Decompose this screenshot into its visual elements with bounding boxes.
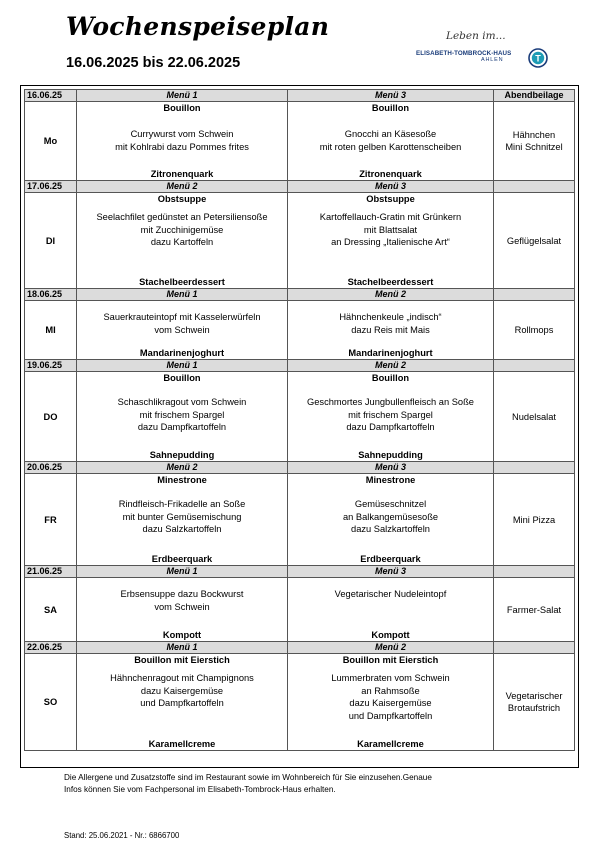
main-dish-line: Hähnchenragout mit Champignons [110, 673, 254, 683]
main-dish-line: an Dressing „Italienische Art“ [331, 237, 450, 247]
allergen-note-line: Die Allergene und Zusatzstoffe sind im Restaurant sowie im Wohnbereich für Sie einzusehen.Genaue [64, 773, 432, 782]
menu-label: Menü 2 [288, 360, 494, 372]
starter-dish: Bouillon mit Eierstich [134, 655, 230, 665]
weekday-label: SO [25, 654, 77, 751]
logo-name: ELISABETH-TOMBROCK-HAUS [416, 50, 512, 57]
allergen-note-line: Infos können Sie vom Fachpersonal im Elisabeth-Tombrock-Haus erhalten. [64, 784, 336, 794]
menu-label: Menü 3 [288, 90, 494, 102]
dessert-dish: Kompott [371, 630, 410, 640]
logo-tagline: Leben im... [446, 30, 506, 42]
evening-side [494, 578, 575, 642]
evening-side-line: Farmer-Salat [506, 604, 562, 615]
dessert-dish: Kompott [162, 630, 202, 640]
main-dish-line: Gemüseschnitzel [354, 499, 427, 509]
menu-label: Menü 1 [77, 642, 288, 654]
main-dish [288, 498, 493, 536]
dessert-dish: Mandarinenjoghurt [139, 348, 225, 358]
dessert-dish: Karamellcreme [357, 739, 424, 749]
starter-dish: Bouillon [163, 373, 201, 383]
menu-cell [77, 102, 288, 181]
dessert-dish: Mandarinenjoghurt [348, 348, 433, 358]
logo-emblem-icon [528, 48, 548, 68]
day-row [25, 372, 575, 462]
day-header-row [25, 289, 575, 301]
weekday-label: Mo [25, 102, 77, 181]
main-dish [288, 211, 493, 249]
menu-cell [77, 474, 288, 566]
evening-header-empty [494, 462, 575, 474]
dessert-dish: Erdbeerquark [151, 554, 213, 564]
menu-label: Menü 1 [77, 90, 288, 102]
weekday-label: SA [25, 578, 77, 642]
evening-header-empty [494, 360, 575, 372]
main-dish-line: dazu Salzkartoffeln [142, 524, 222, 534]
main-dish-line: an Balkangemüsesoße [342, 511, 439, 522]
day-header-row [25, 90, 575, 102]
dessert-dish: Sahnepudding [358, 450, 423, 460]
dessert-dish: Karamellcreme [148, 739, 216, 749]
menu-cell [77, 193, 288, 289]
date-cell: 22.06.25 [25, 642, 77, 654]
main-dish [77, 498, 287, 536]
main-dish [288, 128, 493, 153]
evening-side [494, 474, 575, 566]
main-dish-line: dazu Reis mit Mais [351, 324, 430, 335]
menu-label: Menü 1 [77, 289, 288, 301]
starter-dish: Minestrone [365, 475, 416, 485]
main-dish-line: dazu Dampfkartoffeln [346, 422, 435, 432]
menu-cell [288, 578, 494, 642]
menu-label: Menü 1 [77, 360, 288, 372]
main-dish-line: mit frischem Spargel [139, 409, 225, 420]
starter-dish: Obstsuppe [366, 194, 415, 204]
menu-cell [77, 301, 288, 360]
menu-cell [77, 654, 288, 751]
main-dish-line: mit Zucchinigemüse [140, 224, 224, 235]
main-dish-line: Geschmortes Jungbullenfleisch an Soße [307, 397, 474, 407]
evening-side [494, 372, 575, 462]
evening-side-line: Rollmops [514, 325, 554, 335]
menu-cell [288, 102, 494, 181]
menu-cell [77, 578, 288, 642]
menu-table [24, 89, 575, 751]
starter-dish: Bouillon mit Eierstich [342, 655, 439, 665]
evening-header-empty [494, 181, 575, 193]
dessert-dish: Zitronenquark [359, 169, 422, 179]
day-row [25, 301, 575, 360]
main-dish-line: Schaschlikragout vom Schwein [117, 397, 247, 407]
evening-header-empty [494, 642, 575, 654]
dessert-dish: Sahnepudding [149, 450, 215, 460]
logo-letter: T [535, 53, 541, 64]
date-range: 16.06.2025 bis 22.06.2025 [66, 55, 241, 71]
main-dish-line: Lummerbraten vom Schwein [331, 673, 450, 683]
main-dish-line: und Dampfkartoffeln [140, 698, 224, 708]
starter-dish: Bouillon [163, 103, 201, 113]
day-row [25, 578, 575, 642]
menu-cell [288, 474, 494, 566]
menu-label: Menü 2 [77, 462, 288, 474]
dessert-dish: Erdbeerquark [360, 554, 421, 564]
evening-side-line: Mini Pizza [512, 514, 556, 525]
main-dish [77, 211, 287, 249]
evening-side [494, 654, 575, 751]
main-dish [77, 311, 287, 336]
evening-side-line: Brotaufstrich [507, 703, 561, 713]
evening-side-line: Geflügelsalat [506, 235, 562, 246]
main-dish [77, 588, 287, 613]
menu-label: Menü 3 [288, 181, 494, 193]
menu-label: Menü 1 [77, 566, 288, 578]
weekday-label: MI [25, 301, 77, 360]
dessert-dish: Zitronenquark [150, 169, 214, 179]
main-dish-line: vom Schwein [154, 324, 210, 335]
main-dish-line: Seelachfilet gedünstet an Petersiliensoße [96, 212, 268, 222]
day-row [25, 193, 575, 289]
day-header-row [25, 566, 575, 578]
allergen-note [64, 772, 564, 796]
document-stand: Stand: 25.06.2021 - Nr.: 6866700 [64, 831, 180, 840]
main-dish-line: mit roten gelben Karottenscheiben [319, 141, 462, 152]
main-dish [77, 396, 287, 434]
menu-cell [288, 301, 494, 360]
date-cell: 21.06.25 [25, 566, 77, 578]
main-dish-line: dazu Kaisergemüse [349, 698, 432, 708]
date-cell: 20.06.25 [25, 462, 77, 474]
main-dish-line: Vegetarischer Nudeleintopf [334, 589, 447, 599]
menu-label: Menü 2 [77, 181, 288, 193]
main-dish-line: vom Schwein [154, 601, 210, 612]
main-dish-line: dazu Salzkartoffeln [351, 524, 430, 534]
starter-dish: Minestrone [157, 475, 207, 485]
main-dish-line: mit Blattsalat [363, 224, 418, 235]
menu-label: Menü 3 [288, 566, 494, 578]
main-dish-line: dazu Kartoffeln [150, 237, 214, 247]
main-dish [77, 128, 287, 153]
day-header-row [25, 360, 575, 372]
date-cell: 18.06.25 [25, 289, 77, 301]
evening-side [494, 301, 575, 360]
day-header-row [25, 642, 575, 654]
menu-table-frame [20, 85, 579, 768]
main-dish-line: Gnocchi an Käsesoße [344, 129, 437, 139]
menu-label: Menü 2 [288, 642, 494, 654]
main-dish-line: mit Kohlrabi dazu Pommes frites [115, 141, 249, 152]
evening-side-line: Hähnchen [512, 130, 556, 140]
starter-dish: Obstsuppe [157, 194, 207, 204]
menu-cell [288, 193, 494, 289]
day-row [25, 654, 575, 751]
evening-header: Abendbeilage [494, 90, 575, 102]
main-dish-line: Erbsensuppe dazu Bockwurst [120, 589, 244, 599]
menu-label: Menü 3 [288, 462, 494, 474]
main-dish [288, 672, 493, 722]
main-dish-line: dazu Kaisergemüse [140, 685, 224, 696]
main-dish-line: mit bunter Gemüsemischung [122, 511, 242, 522]
main-dish [288, 396, 493, 434]
evening-header-empty [494, 289, 575, 301]
date-cell: 19.06.25 [25, 360, 77, 372]
main-dish [288, 311, 493, 336]
evening-side-line: Mini Schnitzel [505, 142, 563, 152]
main-dish-line: Sauerkrauteintopf mit Kasselerwürfeln [103, 312, 261, 322]
day-row [25, 474, 575, 566]
dessert-dish: Stachelbeerdessert [139, 277, 225, 287]
main-dish-line: dazu Dampfkartoffeln [137, 422, 227, 432]
menu-cell [288, 654, 494, 751]
day-row [25, 102, 575, 181]
logo-subtitle: AHLEN [481, 57, 504, 63]
starter-dish: Bouillon [371, 103, 410, 113]
weekday-label: FR [25, 474, 77, 566]
main-dish-line: Hähnchenkeule „indisch“ [339, 312, 442, 322]
menu-label: Menü 2 [288, 289, 494, 301]
date-cell: 17.06.25 [25, 181, 77, 193]
day-header-row [25, 462, 575, 474]
evening-side [494, 193, 575, 289]
main-dish [77, 672, 287, 710]
starter-dish: Bouillon [371, 373, 410, 383]
menu-cell [288, 372, 494, 462]
logo [416, 50, 511, 63]
date-cell: 16.06.25 [25, 90, 77, 102]
evening-header-empty [494, 566, 575, 578]
main-dish-line: Rindfleisch-Frikadelle an Soße [118, 499, 246, 509]
evening-side [494, 102, 575, 181]
dessert-dish: Stachelbeerdessert [347, 277, 434, 287]
weekday-label: DI [25, 193, 77, 289]
main-dish-line: und Dampfkartoffeln [348, 710, 433, 721]
main-dish-line: an Rahmsoße [361, 685, 420, 696]
evening-side-line: Nudelsalat [512, 411, 556, 422]
page-title: Wochenspeiseplan [66, 12, 330, 41]
menu-cell [77, 372, 288, 462]
main-dish-line: Currywurst vom Schwein [130, 129, 234, 139]
weekday-label: DO [25, 372, 77, 462]
day-header-row [25, 181, 575, 193]
main-dish [288, 588, 493, 601]
main-dish-line: mit frischem Spargel [348, 409, 433, 420]
evening-side-line: Vegetarischer [505, 691, 563, 701]
main-dish-line: Kartoffellauch-Gratin mit Grünkern [319, 212, 462, 222]
